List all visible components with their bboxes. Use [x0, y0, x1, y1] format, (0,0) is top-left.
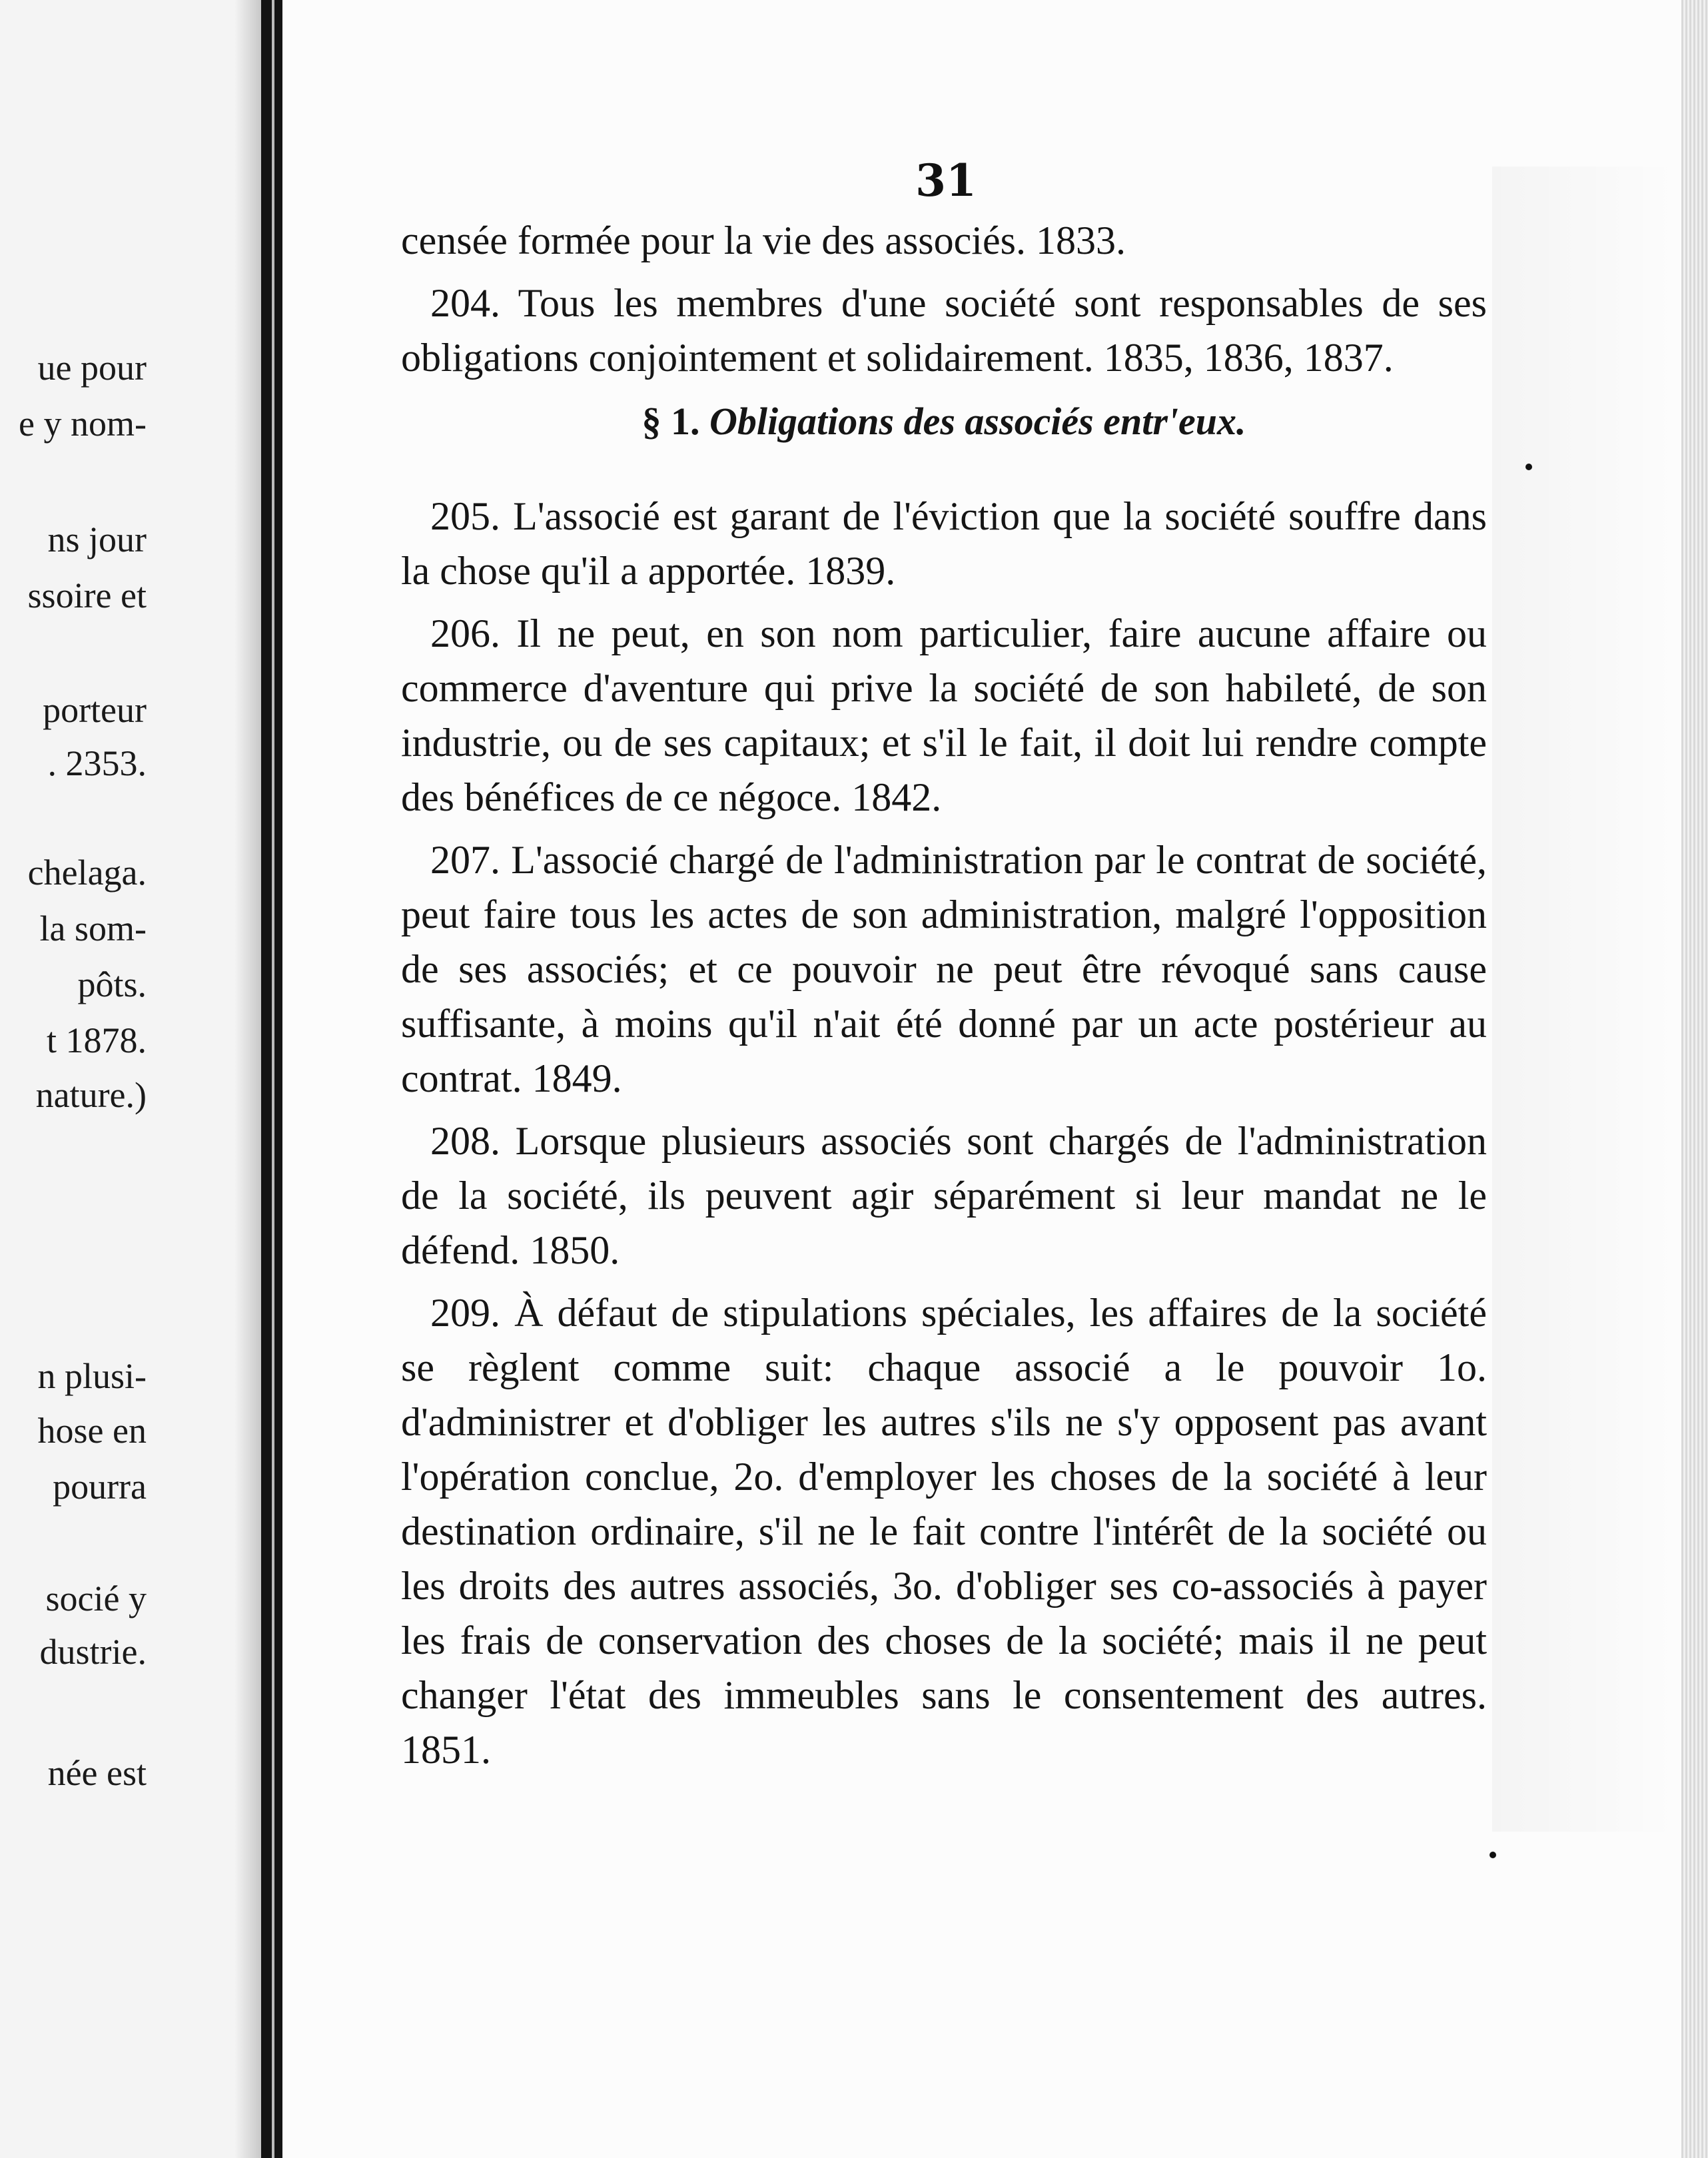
left-page-shadow: [234, 0, 261, 2158]
left-line: pôts.: [77, 964, 147, 1004]
left-line: ue pour: [37, 348, 147, 388]
page-number: 31: [915, 155, 977, 206]
left-line: pourra: [53, 1467, 147, 1507]
left-page: [0, 0, 261, 2158]
left-line: dustrie.: [39, 1632, 147, 1672]
left-line: porteur: [43, 690, 147, 730]
article-204: 204. Tous les membres d'une société sont responsables de ses obligations conjointement et solidairement. 1835, 1836, 1837.: [401, 281, 1487, 380]
section-title: Obligations des associés entr'eux.: [709, 400, 1246, 443]
article-209: 209. À défaut de stipulations spéciales, les affaires de la société se règlent comme suit: chaque associé a le pouvoir 1o. d'administrer et d'obliger les autres s'ils ne s'y opposent pas avant l'opération conclue, 2o. d'employer les choses de la société à leur destination ordinaire, s'il ne le fait contre l'intérêt de la société ou les droits des autres associés, 3o. d'obliger ses co-associés à payer les frais de conservation des choses de la société; mais il ne peut changer l'état des immeubles sans le consentement des autres. 1851.: [401, 1291, 1487, 1772]
left-line: t 1878.: [46, 1020, 147, 1060]
left-line: ns jour: [47, 520, 147, 559]
ink-speck: [1525, 464, 1532, 470]
article-207: 207. L'associé chargé de l'administration par le contrat de société, peut faire tous les actes de son administration, malgré l'opposition de ses associés; et ce pouvoir ne peut être révoqué sans cause suffisante, à moins qu'il n'ait été donné par un acte postérieur au contrat. 1849.: [401, 838, 1487, 1100]
continuation-text: censée formée pour la vie des associés. 1833.: [401, 218, 1126, 262]
left-line: ssoire et: [27, 575, 147, 615]
left-line: . 2353.: [47, 743, 147, 783]
left-line: la som-: [39, 908, 147, 948]
article-208: 208. Lorsque plusieurs associés sont chargés de l'administration de la société, ils peuvent agir séparément si leur mandat ne le défend. 1850.: [401, 1119, 1487, 1272]
left-line: née est: [47, 1753, 147, 1793]
section-heading: [401, 394, 1487, 449]
left-line: socié y: [45, 1579, 147, 1618]
show-through: [1492, 167, 1679, 1832]
article-206: 206. Il ne peut, en son nom particulier, faire aucune affaire ou commerce d'aventure qui prive la société de son habileté, de son industrie, ou de ses capitaux; et s'il le fait, il doit lui rendre compte des bénéfices de ce négoce. 1842.: [401, 611, 1487, 819]
left-line: chelaga.: [27, 853, 147, 893]
left-line: e y nom-: [19, 404, 147, 444]
ink-speck: [1490, 1852, 1496, 1858]
gutter-highlight: [272, 0, 274, 2158]
left-page-text: [0, 0, 260, 2158]
article-205: 205. L'associé est garant de l'éviction que la société souffre dans la chose qu'il a apportée. 1839.: [401, 494, 1487, 593]
page-edges: [1681, 0, 1708, 2158]
section-sign: § 1.: [641, 400, 700, 443]
page-body: [401, 213, 1487, 1777]
left-line: n plusi-: [37, 1356, 147, 1396]
left-line: nature.): [35, 1075, 147, 1115]
left-line: hose en: [37, 1411, 147, 1451]
